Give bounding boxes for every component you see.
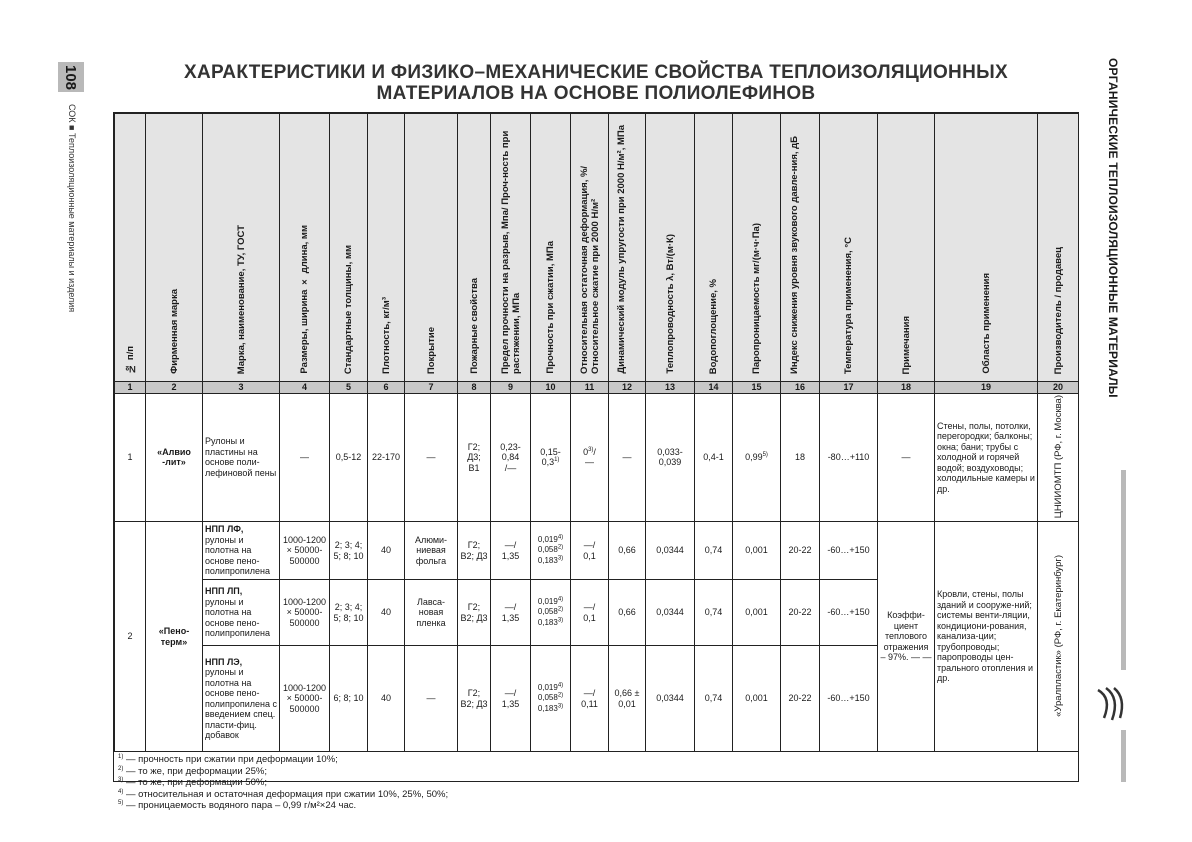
vapor-cell: 0,001 xyxy=(733,580,781,646)
temp-cell: -80…+110 xyxy=(820,393,878,522)
table-row xyxy=(115,522,1079,580)
column-header: Примечания xyxy=(878,114,935,382)
footnotes xyxy=(114,754,1078,812)
product-name: НПП ЛП, рулоны и полотна на основе пено-полипропилена xyxy=(203,580,280,646)
coating-cell: Алюми-ниевая фольга xyxy=(405,522,458,580)
density-cell: 22-170 xyxy=(368,393,405,522)
column-header: Относительная остаточная деформация, %/ Относительное сжатие при 2000 Н/м² xyxy=(571,114,609,382)
thickness-cell: 2; 3; 4; 5; 8; 10 xyxy=(330,580,368,646)
page-title: ХАРАКТЕРИСТИКИ И ФИЗИКО–МЕХАНИЧЕСКИЕ СВОЙСТВА ТЕПЛОИЗОЛЯЦИОННЫХ МАТЕРИАЛОВ НА ОСНОВЕ ПОЛИОЛЕФИНОВ xyxy=(184,62,1008,104)
water-cell: 0,74 xyxy=(695,580,733,646)
column-number: 8 xyxy=(458,381,491,393)
water-cell: 0,4-1 xyxy=(695,393,733,522)
column-header: Размеры, ширина × длина, мм xyxy=(280,114,330,382)
density-cell: 40 xyxy=(368,580,405,646)
column-header: Паропроницаемость мг/(м·ч·Па) xyxy=(733,114,781,382)
temp-cell: -60…+150 xyxy=(820,646,878,752)
area-cell: Кровли, стены, полы зданий и сооруже-ний; системы венти-ляции, кондициони-рования, канализа-ции; трубопроводы; паропроводы цен-трального отопления и др. xyxy=(935,522,1038,752)
size-cell: 1000-1200 × 50000-500000 xyxy=(280,580,330,646)
column-number: 7 xyxy=(405,381,458,393)
modulus-cell: — xyxy=(609,393,646,522)
modulus-cell: 0,66 xyxy=(609,522,646,580)
side-bar xyxy=(1121,470,1126,670)
vapor-cell: 0,99$^{5)}$ xyxy=(733,393,781,522)
compress-cell: 0,019$^{4)}$ 0,058$^{2)}$ 0,183$^{3)}$ xyxy=(531,522,571,580)
side-bar xyxy=(1121,730,1126,782)
header-row xyxy=(115,114,1079,382)
tensile-cell: 0,23- 0,84 /— xyxy=(491,393,531,522)
compress-cell: 0,15- 0,3$^{1)}$ xyxy=(531,393,571,522)
column-number: 1 xyxy=(115,381,146,393)
thickness-cell: 0,5-12 xyxy=(330,393,368,522)
column-number: 4 xyxy=(280,381,330,393)
column-header: Водопоглощение, % xyxy=(695,114,733,382)
deform-cell: —/ 0,1 xyxy=(571,580,609,646)
deform-cell: —/ 0,1 xyxy=(571,522,609,580)
fire-cell: Г2; В2; Д3 xyxy=(458,522,491,580)
column-header: Теплопроводность λ, Вт/(м·К) xyxy=(646,114,695,382)
row-number: 1 xyxy=(115,393,146,522)
coating-cell: Лавса-новая пленка xyxy=(405,580,458,646)
sound-cell: 18 xyxy=(781,393,820,522)
column-number: 6 xyxy=(368,381,405,393)
column-number: 15 xyxy=(733,381,781,393)
modulus-cell: 0,66 ± 0,01 xyxy=(609,646,646,752)
column-number: 12 xyxy=(609,381,646,393)
publisher-logo-icon xyxy=(1094,684,1128,724)
properties-table xyxy=(113,112,1079,812)
fire-cell: Г2; Д3; В1 xyxy=(458,393,491,522)
row-number: 2 xyxy=(115,522,146,752)
column-header: Область применения xyxy=(935,114,1038,382)
brand-cell: «Пено-терм» xyxy=(146,522,203,752)
compress-cell: 0,019$^{4)}$ 0,058$^{2)}$ 0,183$^{3)}$ xyxy=(531,580,571,646)
column-number: 9 xyxy=(491,381,531,393)
conductivity-cell: 0,0344 xyxy=(646,522,695,580)
column-header: Температура применения, °С xyxy=(820,114,878,382)
column-number: 14 xyxy=(695,381,733,393)
table-row xyxy=(115,393,1079,522)
column-header: Производитель / продавец xyxy=(1038,114,1079,382)
product-name: НПП ЛЭ, рулоны и полотна на основе пено-полипропилена с введением спец. пласти-фиц. добавок xyxy=(203,646,280,752)
column-number-row xyxy=(115,381,1079,393)
product-name: НПП ЛФ, рулоны и полотна на основе пено-полипропилена xyxy=(203,522,280,580)
fire-cell: Г2; В2; Д3 xyxy=(458,646,491,752)
footnote: $^{4)}$ — относительная и остаточная деформация при сжатии 10%, 25%, 50%; xyxy=(118,788,449,800)
conductivity-cell: 0,033-0,039 xyxy=(646,393,695,522)
vapor-cell: 0,001 xyxy=(733,646,781,752)
column-number: 3 xyxy=(203,381,280,393)
note-cell: Коэффи-циент теплового отражения – 97%. — — xyxy=(878,522,935,752)
column-number: 13 xyxy=(646,381,695,393)
note-cell: — xyxy=(878,393,935,522)
column-header: Стандартные толщины, мм xyxy=(330,114,368,382)
size-cell: 1000-1200 × 50000-500000 xyxy=(280,646,330,752)
column-header: Плотность, кг/м³ xyxy=(368,114,405,382)
area-cell: Стены, полы, потолки, перегородки; балконы; окна; бани; трубы с холодной и горячей водой; воздуховоды; холодильные камеры и др. xyxy=(935,393,1038,522)
column-number: 2 xyxy=(146,381,203,393)
column-number: 5 xyxy=(330,381,368,393)
column-header: Индекс снижения уровня звукового давле-ния, дБ xyxy=(781,114,820,382)
column-number: 11 xyxy=(571,381,609,393)
conductivity-cell: 0,0344 xyxy=(646,580,695,646)
thickness-cell: 6; 8; 10 xyxy=(330,646,368,752)
footnote: $^{3)}$ — то же, при деформации 50%; xyxy=(118,777,267,789)
density-cell: 40 xyxy=(368,646,405,752)
maker-cell: ЦНИИОМТП (РФ, г. Москва) xyxy=(1038,393,1079,522)
vapor-cell: 0,001 xyxy=(733,522,781,580)
tensile-cell: —/ 1,35 xyxy=(491,522,531,580)
sound-cell: 20-22 xyxy=(781,580,820,646)
column-number: 18 xyxy=(878,381,935,393)
column-number: 19 xyxy=(935,381,1038,393)
footnote: $^{2)}$ — то же, при деформации 25%; xyxy=(118,765,267,777)
sound-cell: 20-22 xyxy=(781,646,820,752)
column-header: Пожарные свойства xyxy=(458,114,491,382)
column-header: Предел прочности на разрыв, Мпа/ Проч-ность при растяжении, МПа xyxy=(491,114,531,382)
column-number: 10 xyxy=(531,381,571,393)
page-number: 108 xyxy=(58,62,84,92)
footnote: $^{1)}$ — прочность при сжатии при деформации 10%; xyxy=(118,754,338,766)
deform-cell: —/ 0,11 xyxy=(571,646,609,752)
modulus-cell: 0,66 xyxy=(609,580,646,646)
column-header: Прочность при сжатии, МПа xyxy=(531,114,571,382)
size-cell: 1000-1200 × 50000-500000 xyxy=(280,522,330,580)
column-header: Покрытие xyxy=(405,114,458,382)
thickness-cell: 2; 3; 4; 5; 8; 10 xyxy=(330,522,368,580)
coating-cell: — xyxy=(405,393,458,522)
brand-cell: «Алвио -лит» xyxy=(146,393,203,522)
column-number: 20 xyxy=(1038,381,1079,393)
conductivity-cell: 0,0344 xyxy=(646,646,695,752)
density-cell: 40 xyxy=(368,522,405,580)
footnote: $^{5)}$ — проницаемость водяного пара – 0,99 г/м²×24 час. xyxy=(118,800,357,812)
column-header: Фирменная марка xyxy=(146,114,203,382)
right-running-head: ОРГАНИЧЕСКИЕ ТЕПЛОИЗОЛЯЦИОННЫЕ МАТЕРИАЛЫ xyxy=(1106,58,1120,398)
water-cell: 0,74 xyxy=(695,646,733,752)
water-cell: 0,74 xyxy=(695,522,733,580)
temp-cell: -60…+150 xyxy=(820,580,878,646)
sound-cell: 20-22 xyxy=(781,522,820,580)
left-running-head: СОК ■ Теплоизоляционные материалы и изделия xyxy=(67,104,77,313)
column-header: Марка, наименование, ТУ, ГОСТ xyxy=(203,114,280,382)
column-number: 16 xyxy=(781,381,820,393)
deform-cell: 0$^{3)}$/ — xyxy=(571,393,609,522)
temp-cell: -60…+150 xyxy=(820,522,878,580)
tensile-cell: —/ 1,35 xyxy=(491,580,531,646)
fire-cell: Г2; В2; Д3 xyxy=(458,580,491,646)
product-name: Рулоны и пластины на основе поли-лефиновой пены xyxy=(203,393,280,522)
column-number: 17 xyxy=(820,381,878,393)
tensile-cell: —/ 1,35 xyxy=(491,646,531,752)
size-cell: — xyxy=(280,393,330,522)
column-header: № п/п xyxy=(115,114,146,382)
compress-cell: 0,019$^{4)}$ 0,058$^{2)}$ 0,183$^{3)}$ xyxy=(531,646,571,752)
column-header: Динамический модуль упругости при 2000 Н/м², МПа xyxy=(609,114,646,382)
coating-cell: — xyxy=(405,646,458,752)
maker-cell: «Уралпластик» (РФ, г. Екатеринбург) xyxy=(1038,522,1079,752)
